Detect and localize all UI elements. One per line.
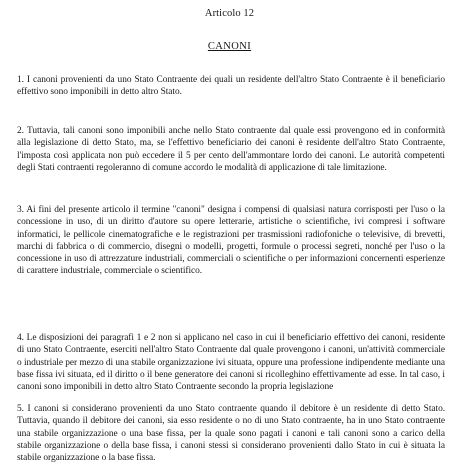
section-heading: CANONI	[207, 41, 252, 52]
paragraph-5: 5. I canoni si considerano provenienti da uno Stato contraente quando il debitore è un residente di detto Stato. Tuttavia, quando il debitore dei canoni, sia esso residente o no di uno Stato contraente, ha in uno Stato contraente una stabile organizzazione o una base fissa, per la quale sono pagati i canoni e tali canoni sono a carico della stabile organizzazione o della base fissa, i canoni stessi si considerano provenienti dallo Stato in cui è situata la stabile organizzazione o la base fissa.	[17, 404, 445, 464]
paragraph-4: 4. Le disposizioni dei paragrafi 1 e 2 non si applicano nel caso in cui il beneficiario effettivo dei canoni, residente di uno Stato Contraente, eserciti nell'altro Stato Contraente dal quale provengono i canoni, un'attività commerciale o industriale per mezzo di una stabile organizzazione ivi situata, oppure una professione indipendente mediante una base fissa ivi situata, ed il diritto o il bene generatore dei canoni si ricolleghino effettivamente ad esse. In tal caso, i canoni sono imponibili in detto altro Stato Contraente secondo la propria legislazione	[17, 333, 445, 393]
paragraph-2: 2. Tuttavia, tali canoni sono imponibili anche nello Stato contraente dal quale essi provengono ed in conformità alla legislazione di detto Stato, ma, se l'effettivo beneficiario dei canoni è residente dell'altro Stato Contraente, l'imposta così applicata non può eccedere il 5 per cento dell'ammontare lordo dei canoni. Le autorità competenti degli Stati contraenti regoleranno di comune accordo le modalità di applicazione di tale limitazione.	[17, 126, 445, 173]
paragraph-1: 1. I canoni provenienti da uno Stato Contraente dei quali un residente dell'altro Stato Contraente è il beneficiario effettivo sono imponibili in detto altro Stato.	[17, 75, 445, 98]
article-heading: Articolo 12	[204, 8, 255, 19]
paragraph-3: 3. Ai fini del presente articolo il termine "canoni" designa i compensi di qualsiasi natura corrisposti per l'uso o la concessione in uso, di un diritto d'autore su opere letterarie, artistiche o scientifiche, ivi compresi i software informatici, le pellicole cinematografiche e le registrazioni per trasmissioni radiofoniche o televisive, di brevetti, marchi di fabbrica o di commercio, disegni o modelli, progetti, formule o processi segreti, nonché per l'uso o la concessione in uso di attrezzature industriali, commerciali o scientifiche o per informazioni concernenti esperienze di carattere industriale, commerciale o scientifico.	[17, 205, 445, 277]
